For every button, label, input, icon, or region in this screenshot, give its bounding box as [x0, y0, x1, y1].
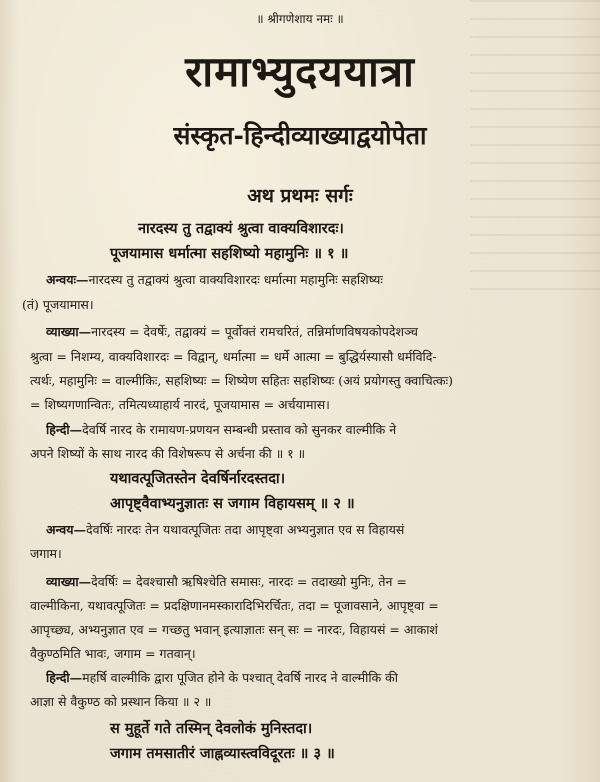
anvaya-label: अन्वय— [46, 522, 86, 537]
hindi-1-line-2: अपने शिष्यों के साथ नारद की विशेषरूप से अर्चना की ॥ १ ॥ [30, 446, 306, 461]
vyakhya-1-line-3: त्यर्थः, महामुनिः = वाल्मीकिः, सहशिष्यः = शिष्येण सहितः सहशिष्यः (अयं प्रयोगस्तु क्वाचित्कः) [30, 373, 454, 388]
anvaya-2-line-2: जगाम। [30, 546, 62, 561]
vyakhya-2-line-3: आपृच्छ्य, अभ्यनुज्ञात एव = गच्छतु भवान् इत्याज्ञातः सन् सः = नारदः, विहायसं = आकाशं [30, 622, 438, 637]
hindi-label: हिन्दी— [46, 670, 83, 685]
hindi-label: हिन्दी— [46, 422, 83, 437]
vyakhya-label: व्याख्या— [46, 324, 92, 339]
verse-1-line-1: नारदस्य तु तद्वाक्यं श्रुत्वा वाक्यविशारदः। [138, 220, 344, 237]
verse-3-line-2: जगाम तमसातीरं जाह्नव्यास्त्वविदूरतः ॥ ३ ॥ [110, 745, 335, 762]
hindi-2-line-1 [46, 669, 580, 686]
vyakhya-label: व्याख्या— [46, 574, 92, 589]
invocation: ॥ श्रीगणेशाय नमः ॥ [256, 12, 344, 26]
anvaya-1-line-1 [46, 271, 580, 288]
vyakhya-text: देवर्षिः = देवश्चासौ ऋषिश्चेति समासः, नारदः = तदाख्यो मुनिः, तेन = [91, 574, 407, 589]
hindi-1-line-1 [46, 421, 580, 438]
anvaya-text: देवर्षिः नारदः तेन यथावत्पूजितः तदा आपृष्ट्वा अभ्यनुज्ञात एव स विहायसं [86, 522, 405, 537]
vyakhya-text: नारदस्य = देवर्षेः, तद्वाक्यं = पूर्वोक्तं रामचरितं, तन्निर्माणविषयकोपदेशञ्च [91, 324, 418, 339]
vyakhya-1-line-4: = शिष्यगणान्वितः, तमित्यध्याहार्य नारदं, पूजयामास = अर्चयामास। [30, 397, 330, 412]
hindi-text: देवर्षि नारद के रामायण-प्रणयन सम्बन्धी प्रस्ताव को सुनकर वाल्मीकि ने [82, 422, 397, 437]
verse-1-line-2: पूजयामास धर्मात्मा सहशिष्यो महामुनिः ॥ १ ॥ [110, 245, 349, 262]
anvaya-1-line-2: (तं) पूजयामास। [22, 297, 94, 312]
vyakhya-1-line-1 [46, 323, 580, 340]
verse-2-line-1: यथावत्पूजितस्तेन देवर्षिर्नारदस्तदा। [110, 470, 286, 487]
verse-3-line-1: स मुहूर्ते गते तस्मिन् देवलोकं मुनिस्तदा। [110, 720, 313, 737]
page-title: रामाभ्युदययात्रा [185, 47, 415, 96]
vyakhya-2-line-2: वाल्मीकिना, यथावत्पूजितः = प्रदक्षिणानमस्कारादिभिरर्चितः, तदा = पूजावसाने, आपृष्ट्वा = [30, 598, 439, 613]
vyakhya-2-line-1 [46, 573, 580, 590]
vyakhya-2-line-4: वैकुण्ठमिति भावः, जगाम = गतवान्। [30, 646, 196, 661]
hindi-text: महर्षि वाल्मीकि द्वारा पूजित होने के पश्चात् देवर्षि नारद ने वाल्मीकि की [82, 670, 399, 685]
hindi-2-line-2: आज्ञा से वैकुण्ठ को प्रस्थान किया ॥ २ ॥ [30, 694, 212, 709]
subtitle: संस्कृत-हिन्दीव्याख्याद्वयोपेता [173, 121, 427, 150]
anvaya-label: अन्वयः— [46, 272, 89, 287]
verse-2-line-2: आपृष्ट्वैवाभ्यनुज्ञातः स जगाम विहायसम् ॥ २ ॥ [110, 495, 355, 512]
vyakhya-1-line-2: श्रुत्वा = निशम्य, वाक्यविशारदः = विद्वान्, धर्मात्मा = धर्मे आत्मा = बुद्धिर्यस्यासौ धर्मविदि- [30, 349, 437, 364]
anvaya-text: नारदस्य तु तद्वाक्यं श्रुत्वा वाक्यविशारदः धर्मात्मा महामुनिः सहशिष्यः [88, 272, 383, 287]
sarga-heading: अथ प्रथमः सर्गः [247, 185, 353, 207]
anvaya-2-line-1 [46, 521, 580, 538]
